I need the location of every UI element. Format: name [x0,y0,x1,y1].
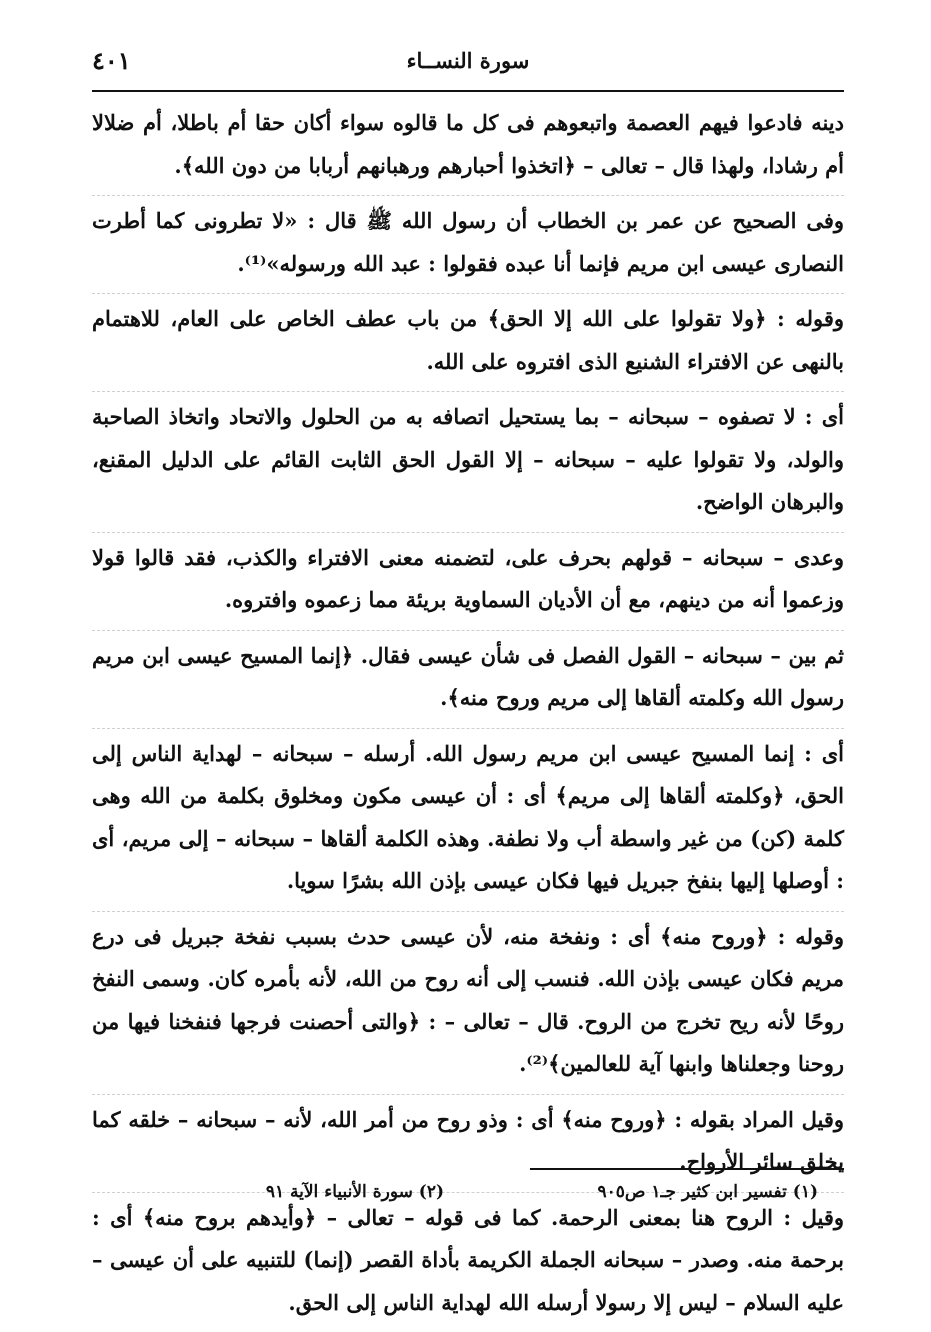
paragraph: وقوله : ﴿وروح منه﴾ أى : ونفخة منه، لأن عيسى حدث بسبب نفخة جبريل فى درع مريم فكان عيسى بإذن الله. فنسب إلى أنه روح من الله، لأنه بأمره كان. وسمى النفخ روحًا لأنه ريح تخرج من الروح. قال – تعالى – : ﴿والتى أحصنت فرجها فنفخنا فيها من روحنا وجعلناها وابنها آية للعالمين﴾⁽²⁾. [92,912,844,1095]
footnote-divider [530,1168,844,1170]
paragraph: أى : لا تصفوه – سبحانه – بما يستحيل اتصافه به من الحلول والاتحاد واتخاذ الصاحبة والولد، ولا تقولوا عليه – سبحانه – إلا القول الحق الثابت القائم على الدليل المقنع، والبرهان الواضح. [92,392,844,533]
paragraph: وقوله : ﴿ولا تقولوا على الله إلا الحق﴾ من باب عطف الخاص على العام، للاهتمام بالنهى عن الافتراء الشنيع الذى افتروه على الله. [92,294,844,392]
footnotes [92,1182,844,1216]
paragraph: وفى الصحيح عن عمر بن الخطاب أن رسول الله ﷺ قال : «لا تطرونى كما أطرت النصارى عيسى ابن مريم فإنما أنا عبده فقولوا : عبد الله ورسوله»⁽¹⁾. [92,196,844,294]
page-header [92,38,844,92]
page-number: ٤٠١ [92,46,131,75]
paragraph: أى : إنما المسيح عيسى ابن مريم رسول الله. أرسله – سبحانه – لهداية الناس إلى الحق، ﴿وكلمته ألقاها إلى مريم﴾ أى : أن عيسى مكون ومخلوق بكلمة من الله وهى كلمة (كن) من غير واسطة أب ولا نطفة. وهذه الكلمة ألقاها – سبحانه – إلى مريم، أى : أوصلها إليها بنفخ جبريل فيها فكان عيسى بإذن الله بشرًا سويا. [92,729,844,912]
footnote-2: (٢) سورة الأنبياء الآية ٩١ [266,1182,444,1202]
footnote-1: (١) تفسير ابن كثير جـ١ ص٩٠٥ [597,1182,818,1202]
paragraph: ثم بين – سبحانه – القول الفصل فى شأن عيسى فقال. ﴿إنما المسيح عيسى ابن مريم رسول الله وكلمته ألقاها إلى مريم وروح منه﴾. [92,631,844,729]
paragraph: وعدى – سبحانه – قولهم بحرف على، لتضمنه معنى الافتراء والكذب، فقد قالوا قولا وزعموا أنه من دينهم، مع أن الأديان السماوية بريئة مما زعموه وافتروه. [92,533,844,631]
surah-title: سورة النســاء [92,48,844,73]
paragraph: وقيل المراد بقوله : ﴿وروح منه﴾ أى : وذو روح من أمر الله، لأنه – سبحانه – خلقه كما يخلق سائر الأرواح. [92,1095,844,1193]
body-text [92,98,844,1332]
paragraph: دينه فادعوا فيهم العصمة واتبعوهم فى كل ما قالوه سواء أكان حقا أم باطلا، أم ضلالا أم رشادا، ولهذا قال – تعالى – ﴿اتخذوا أحبارهم ورهبانهم أربابا من دون الله﴾. [92,98,844,196]
paragraph: وقيل : الروح هنا بمعنى الرحمة. كما فى قوله – تعالى – ﴿وأيدهم بروح منه﴾ أى : برحمة منه. وصدر – سبحانه الجملة الكريمة بأداة القصر (إنما) للتنبيه على أن عيسى – عليه السلام – ليس إلا رسولا أرسله الله لهداية الناس إلى الحق. [92,1193,844,1332]
